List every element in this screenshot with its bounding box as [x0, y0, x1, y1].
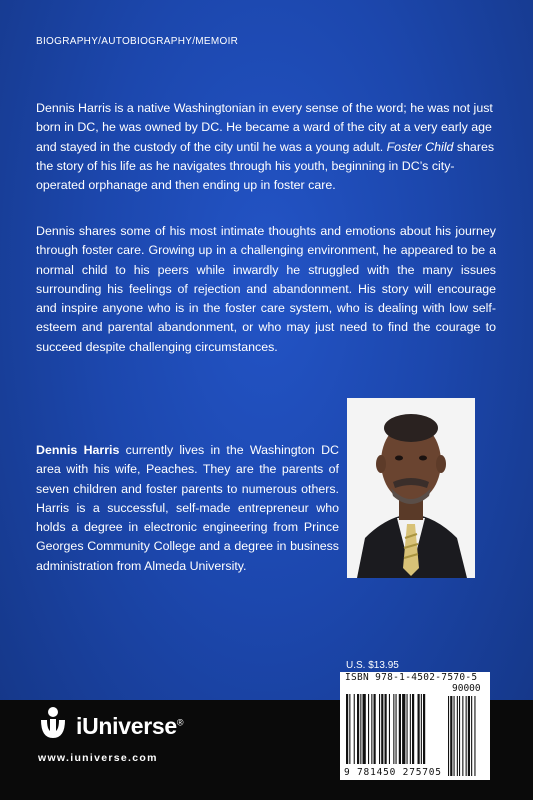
footer-bar-right — [490, 700, 533, 800]
book-title-italic: Foster Child — [386, 139, 454, 154]
author-portrait-icon — [347, 398, 475, 578]
barcode-bar — [381, 694, 383, 764]
category-label: BIOGRAPHY/AUTOBIOGRAPHY/MEMOIR — [36, 36, 239, 47]
barcode-bar — [363, 694, 366, 764]
barcode-addon-bar — [448, 696, 449, 776]
barcode-addon-bar — [462, 696, 463, 776]
barcode-digits: 9 781450 275705 — [344, 767, 442, 778]
barcode-bar — [371, 694, 372, 764]
barcode-addon-bar — [474, 696, 475, 776]
blurb-paragraph-1 — [36, 99, 496, 195]
barcode-addon-bar — [454, 696, 455, 776]
barcode-addon-bar — [459, 696, 460, 776]
price-label: U.S. $13.95 — [346, 660, 399, 671]
barcode-addon-bar — [466, 696, 467, 776]
blurb-1-after: shares the story of his life as he navigates through his youth, beginning in DC’s city-operated orphanage and then ending up in foster care. — [36, 139, 495, 193]
barcode-bar — [407, 694, 408, 764]
barcode-bar — [346, 694, 348, 764]
barcode-bar — [374, 694, 376, 764]
barcode-bar — [418, 694, 420, 764]
publisher-url: www.iuniverse.com — [38, 752, 158, 764]
barcode-addon-bar — [450, 696, 452, 776]
barcode-bar — [423, 694, 425, 764]
isbn-label: ISBN 978-1-4502-7570-5 — [345, 672, 478, 683]
footer-bar-bottom — [340, 780, 490, 800]
author-bio-text: currently lives in the Washington DC area with his wife, Peaches. They are the parents of seven children and foster parents to numerous others. Harris is a successful, self-made entrepreneur who holds a degree in electronic engineering from Prince Georges Community College and a degree in business administration from Almeda University. — [36, 443, 339, 573]
publisher-name — [76, 713, 183, 740]
barcode-bar — [396, 694, 397, 764]
barcode-bar — [368, 694, 369, 764]
author-photo — [347, 398, 475, 578]
barcode-bar — [421, 694, 422, 764]
barcode-addon-bar — [471, 696, 472, 776]
barcode-bar — [399, 694, 401, 764]
barcode-bar — [402, 694, 405, 764]
barcode-addon-code: 90000 — [452, 683, 481, 694]
registered-mark: ® — [176, 717, 184, 728]
barcode-bar — [357, 694, 359, 764]
barcode-bar — [360, 694, 361, 764]
iuniverse-logo-icon — [36, 706, 70, 742]
author-bio — [36, 441, 339, 576]
barcode-bar — [385, 694, 387, 764]
author-name: Dennis Harris — [36, 443, 120, 457]
barcode-bar — [349, 694, 350, 764]
barcode-bar — [393, 694, 394, 764]
barcode-bar — [410, 694, 411, 764]
barcode-bar — [389, 694, 390, 764]
barcode-addon-bar — [468, 696, 470, 776]
barcode-bar — [412, 694, 414, 764]
blurb-1-before: Dennis Harris is a native Washingtonian in every sense of the word; he was not just born in DC, he was owned by DC. He became a ward of the city at a very early age and stayed in the custody of the city until he was a young adult. — [36, 101, 493, 154]
publisher-name-text: iUniverse — [76, 713, 177, 739]
blurb-paragraph-2: Dennis shares some of his most intimate thoughts and emotions about his journey through foster care. Growing up in a challenging environment, he appeared to be a normal child to his peers while inwardly he struggled with the many issues surrounding his feelings of rejection and abandonment. His story will encourage and inspire anyone who is in the foster care system, who is dealing with low self-esteem and parental abandonment, or who may just need to find the courage to succeed despite challenging circumstances. — [36, 224, 496, 354]
barcode-bar — [354, 694, 355, 764]
publisher-logo — [36, 706, 236, 746]
barcode-bar — [379, 694, 380, 764]
barcode-addon-bar — [457, 696, 458, 776]
